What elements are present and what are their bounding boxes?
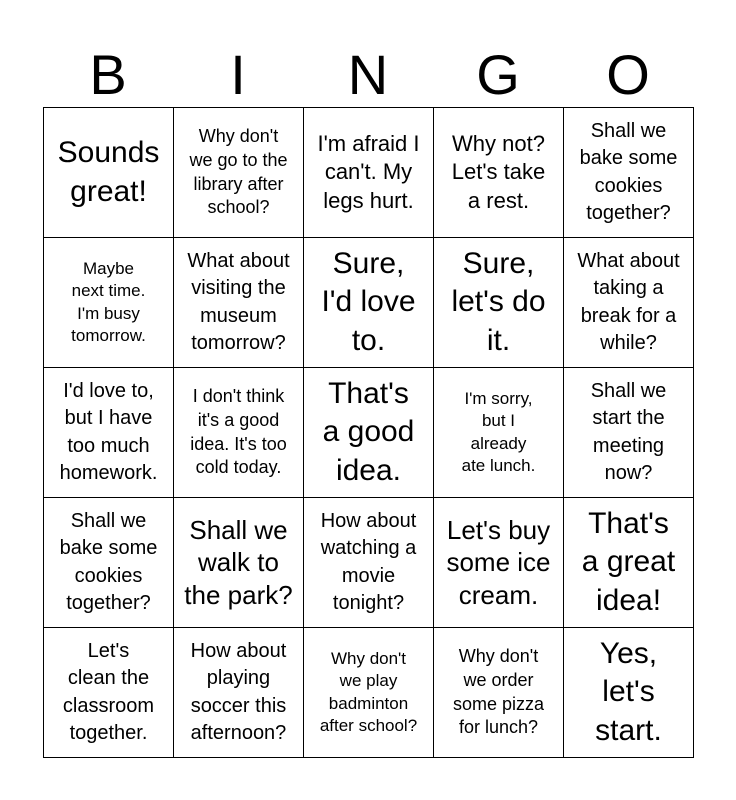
cell-text: Why not? Let's take a rest. bbox=[451, 131, 546, 213]
cell-text: That's a great idea! bbox=[581, 506, 676, 617]
cell-text: Sounds great! bbox=[57, 136, 160, 208]
cell-text: I don't think it's a good idea. It's too cold today. bbox=[190, 386, 287, 478]
cell-text: Maybe next time. I'm busy tomorrow. bbox=[71, 258, 146, 345]
bingo-cell-r1-c3[interactable] bbox=[304, 108, 434, 238]
cell-text: How about watching a movie tonight? bbox=[320, 510, 417, 614]
header-letter-n: N bbox=[347, 43, 389, 106]
bingo-cell-r4-c2[interactable] bbox=[174, 498, 304, 628]
bingo-cell-r2-c4[interactable] bbox=[434, 238, 564, 368]
cell-text: Shall we bake some cookies together? bbox=[59, 510, 158, 614]
cell-text: Sure, I'd love to. bbox=[321, 246, 416, 357]
bingo-board bbox=[43, 107, 694, 758]
cell-text: Why don't we go to the library after school? bbox=[189, 126, 288, 218]
bingo-cell-r5-c5[interactable] bbox=[564, 628, 694, 758]
bingo-cell-r4-c5[interactable] bbox=[564, 498, 694, 628]
cell-text: Yes, let's start. bbox=[595, 636, 662, 747]
bingo-header bbox=[43, 42, 693, 108]
cell-text: How about playing soccer this afternoon? bbox=[190, 640, 287, 744]
cell-text: I'm sorry, but I already ate lunch. bbox=[461, 388, 536, 475]
bingo-cell-r3-c5[interactable] bbox=[564, 368, 694, 498]
cell-text: I'm afraid I can't. My legs hurt. bbox=[317, 131, 420, 213]
cell-text: What about visiting the museum tomorrow? bbox=[187, 250, 290, 354]
cell-text: Shall we bake some cookies together? bbox=[579, 120, 678, 224]
cell-text: Let's clean the classroom together. bbox=[62, 640, 155, 744]
bingo-cell-r4-c4[interactable] bbox=[434, 498, 564, 628]
bingo-cell-r5-c4[interactable] bbox=[434, 628, 564, 758]
header-letter-o: O bbox=[606, 43, 650, 106]
header-letter-i: I bbox=[230, 43, 246, 106]
bingo-cell-r3-c3[interactable] bbox=[304, 368, 434, 498]
bingo-cell-r3-c4[interactable] bbox=[434, 368, 564, 498]
bingo-cell-r2-c5[interactable] bbox=[564, 238, 694, 368]
bingo-cell-r1-c5[interactable] bbox=[564, 108, 694, 238]
bingo-cell-r3-c1[interactable] bbox=[44, 368, 174, 498]
bingo-cell-r4-c1[interactable] bbox=[44, 498, 174, 628]
cell-text: Let's buy some ice cream. bbox=[446, 515, 551, 610]
header-letter-b: B bbox=[89, 43, 127, 106]
bingo-cell-r5-c1[interactable] bbox=[44, 628, 174, 758]
bingo-cell-r5-c3[interactable] bbox=[304, 628, 434, 758]
cell-text: Why don't we order some pizza for lunch? bbox=[452, 646, 545, 738]
header-letter-g: G bbox=[476, 43, 520, 106]
bingo-cell-r1-c4[interactable] bbox=[434, 108, 564, 238]
cell-text: I'd love to, but I have too much homework. bbox=[59, 380, 158, 484]
cell-text: Shall we start the meeting now? bbox=[590, 380, 667, 484]
cell-text: That's a good idea. bbox=[322, 376, 415, 487]
bingo-cell-r3-c2[interactable] bbox=[174, 368, 304, 498]
bingo-cell-r5-c2[interactable] bbox=[174, 628, 304, 758]
cell-text: Sure, let's do it. bbox=[451, 246, 546, 357]
bingo-cell-r1-c2[interactable] bbox=[174, 108, 304, 238]
cell-text: Shall we walk to the park? bbox=[184, 515, 293, 610]
bingo-cell-r4-c3[interactable] bbox=[304, 498, 434, 628]
cell-text: What about taking a break for a while? bbox=[577, 250, 680, 354]
bingo-cell-r2-c1[interactable] bbox=[44, 238, 174, 368]
cell-text: Why don't we play badminton after school? bbox=[319, 648, 418, 735]
bingo-cell-r2-c2[interactable] bbox=[174, 238, 304, 368]
bingo-cell-r2-c3[interactable] bbox=[304, 238, 434, 368]
bingo-cell-r1-c1[interactable] bbox=[44, 108, 174, 238]
